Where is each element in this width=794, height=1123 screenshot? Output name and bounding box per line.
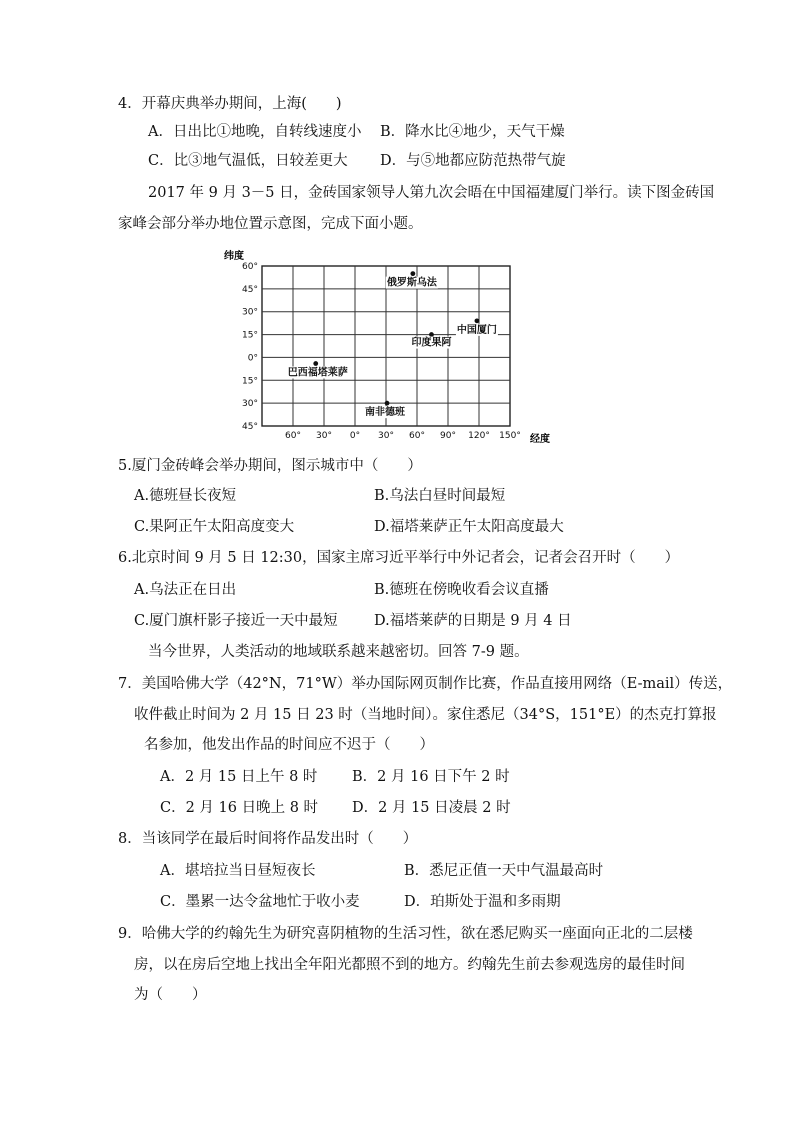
q6-option-b: B.德班在傍晚收看会议直播: [374, 582, 549, 598]
q9-line-3: 为（ ）: [134, 987, 207, 1003]
q9-line-2: 房，以在房后空地上找出全年阳光都照不到的地方。约翰先生前去参观选房的最佳时间: [134, 957, 685, 973]
q4-option-a: A．日出比①地晚，自转线速度小: [148, 124, 362, 140]
x-tick-label: 30°: [378, 431, 394, 441]
intro2: 当今世界，人类活动的地域联系越来越密切。回答 7-9 题。: [148, 644, 529, 660]
point-marker: [385, 401, 390, 406]
chart-points: [287, 271, 498, 418]
x-tick-label: 30°: [316, 431, 332, 441]
y-tick-label: 30°: [242, 399, 258, 410]
point-label: 印度果阿: [411, 337, 452, 349]
q4-stem: 4．开幕庆典举办期间，上海( ): [118, 96, 342, 112]
point-marker: [475, 318, 480, 323]
q8-option-c: C．墨累一达令盆地忙于收小麦: [160, 894, 360, 910]
q7-line-1: 7．美国哈佛大学（42°N，71°W）举办国际网页制作比赛，作品直接用网络（E-mail）传送，: [118, 676, 733, 692]
y-tick-label: 45°: [242, 284, 258, 295]
q7-option-c: C．2 月 16 日晚上 8 时: [160, 800, 319, 816]
q5-option-c: C.果阿正午太阳高度变大: [134, 519, 295, 535]
x-axis-label: 经度: [530, 434, 550, 445]
q8-stem: 8．当该同学在最后时间将作品发出时（ ）: [118, 831, 418, 847]
q5-option-a: A.德班昼长夜短: [134, 488, 237, 504]
intro-line-1: 2017 年 9 月 3－5 日，金砖国家领导人第九次会晤在中国福建厦门举行。读下图金砖国: [148, 185, 715, 201]
q7-line-2: 收件截止时间为 2 月 15 日 23 时（当地时间）。家住悉尼（34°S，151°E）的杰克打算报: [134, 707, 717, 723]
x-tick-label: 60°: [285, 431, 301, 441]
location-chart: [222, 248, 562, 448]
point-label: 俄罗斯乌法: [386, 277, 437, 289]
q7-option-b: B．2 月 16 日下午 2 时: [352, 769, 510, 785]
y-tick-labels: [242, 262, 258, 432]
point-marker: [313, 361, 318, 366]
q7-option-d: D．2 月 15 日凌晨 2 时: [352, 800, 511, 816]
x-tick-label: 150°: [499, 431, 521, 441]
q6-option-a: A.乌法正在日出: [134, 582, 237, 598]
point-marker: [429, 332, 434, 337]
point-marker: [410, 271, 415, 276]
q9-line-1: 9．哈佛大学的约翰先生为研究喜阴植物的生活习性，欲在悉尼购买一座面向正北的二层楼: [118, 926, 693, 942]
y-tick-label: 30°: [242, 307, 258, 318]
point-label: 巴西福塔莱萨: [287, 367, 348, 379]
x-tick-label: 90°: [440, 431, 456, 441]
q7-line-3: 名参加，他发出作品的时间应不迟于（ ）: [144, 737, 434, 753]
q6-stem: 6.北京时间 9 月 5 日 12:30，国家主席习近平举行中外记者会，记者会召开时（ ）: [118, 550, 680, 566]
intro-line-2: 家峰会部分举办地位置示意图，完成下面小题。: [118, 216, 423, 232]
y-axis-label: 纬度: [224, 251, 244, 262]
q5-option-b: B.乌法白昼时间最短: [374, 488, 506, 504]
x-tick-labels: [285, 431, 521, 441]
y-tick-label: 45°: [242, 422, 258, 432]
q8-option-a: A．堪培拉当日昼短夜长: [160, 863, 316, 879]
q4-option-b: B．降水比④地少，天气干燥: [380, 124, 565, 140]
x-tick-label: 60°: [409, 431, 425, 441]
q4-option-c: C．比③地气温低，日较差更大: [148, 153, 348, 169]
y-tick-label: 60°: [242, 262, 258, 272]
y-tick-label: 15°: [242, 376, 258, 387]
x-tick-label: 120°: [468, 431, 490, 441]
q6-option-c: C.厦门旗杆影子接近一天中最短: [134, 613, 338, 629]
y-tick-label: 0°: [247, 353, 258, 364]
y-tick-label: 15°: [242, 330, 258, 341]
q8-option-b: B．悉尼正值一天中气温最高时: [404, 863, 604, 879]
q6-option-d: D.福塔莱萨的日期是 9 月 4 日: [374, 613, 572, 629]
point-label: 南非德班: [365, 407, 406, 419]
point-label: 中国厦门: [456, 324, 497, 336]
q4-option-d: D．与⑤地都应防范热带气旋: [380, 153, 566, 169]
q7-option-a: A．2 月 15 日上午 8 时: [160, 769, 318, 785]
x-tick-label: 0°: [349, 431, 361, 441]
q8-option-d: D．珀斯处于温和多雨期: [404, 894, 561, 910]
q5-option-d: D.福塔莱萨正午太阳高度最大: [374, 519, 564, 535]
q5-stem: 5.厦门金砖峰会举办期间，图示城市中（ ）: [118, 458, 422, 474]
